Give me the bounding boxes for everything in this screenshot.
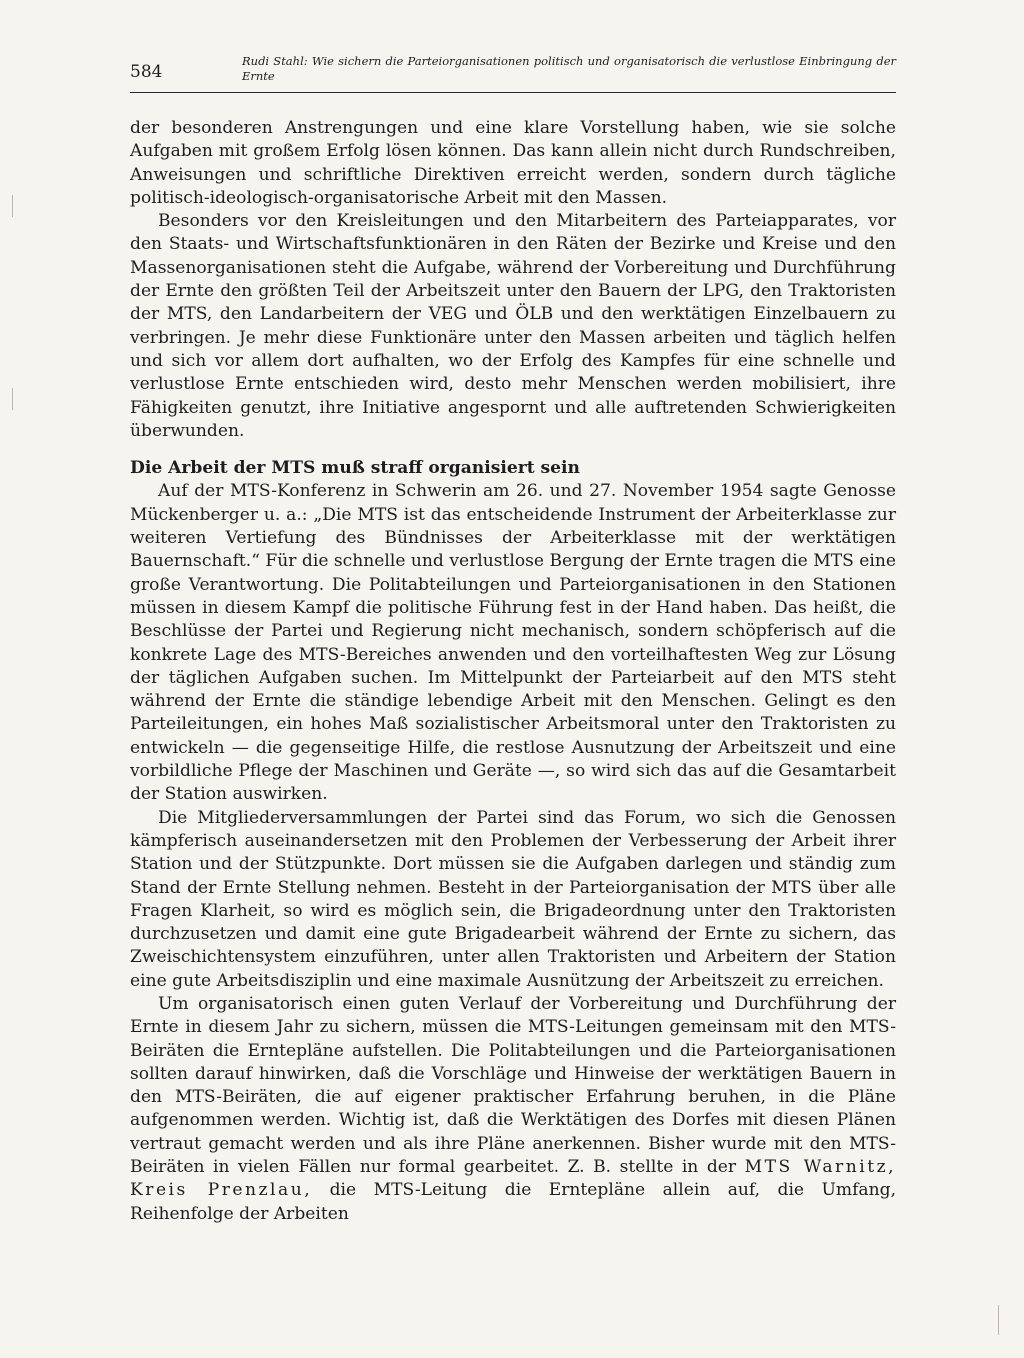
paragraph-text: die MTS-Leitung die Erntepläne allein auf, die Umfang, Reihenfolge der Arbeiten xyxy=(130,1180,897,1224)
paragraph: Besonders vor den Kreisleitungen und den Mitarbeitern des Parteiapparates, vor den Staats- und Wirtschaftsfunktionären in den Räten der Bezirke und Kreise und den Massenorganisationen steht die Aufgabe, während der Vorbereitung und Durchführung der Ernte den größten Teil der Arbeitszeit unter den Bauern der LPG, den Traktoristen der MTS, den Landarbeitern der VEG und ÖLB und den werktätigen Einzelbauern zu verbringen. Je mehr diese Funktionäre unter den Massen arbeiten und täglich helfen und sich vor allem dort aufhalten, wo der Erfolg des Kampfes für eine schnelle und verlustlose Ernte entschieden wird, desto mehr Menschen werden mobilisiert, ihre Fähigkeiten genutzt, ihre Initiative angespornt und alle auftretenden Schwierigkeiten überwunden. xyxy=(130,211,896,441)
paragraph: Auf der MTS-Konferenz in Schwerin am 26. und 27. November 1954 sagte Genosse Mückenberger u. a.: „Die MTS ist das entscheidende Instrument der Arbeiterklasse zur weiteren Vertiefung des Bündnisses der Arbeiterklasse mit der werktätigen Bauernschaft.“ Für die schnelle und verlustlose Bergung der Ernte tragen die MTS eine große Verantwortung. Die Politabteilungen und Parteiorganisationen in den Stationen müssen in diesem Kampf die politische Führung fest in der Hand haben. Das heißt, die Beschlüsse der Partei und Regierung nicht mechanisch, sondern schöpferisch auf die konkrete Lage des MTS-Bereiches anwenden und den vorteilhaftesten Weg zur Lösung der täglichen Aufgaben suchen. Im Mittelpunkt der Parteiarbeit auf den MTS steht während der Ernte die ständige lebendige Arbeit mit den Menschen. Gelingt es den Parteileitungen, ein hohes Maß sozialistischer Arbeitsmoral unter den Traktoristen zu entwickeln — die gegenseitige Hilfe, die restlose Ausnutzung der Arbeitszeit und eine vorbildliche Pflege der Maschinen und Geräte —, so wird sich das auf die Gesamtarbeit der Station auswirken. xyxy=(130,481,896,805)
page-number: 584 xyxy=(130,62,163,82)
page-header xyxy=(130,50,896,93)
paragraph: der besonderen Anstrengungen und eine klare Vorstellung haben, wie sie solche Aufgaben mit großem Erfolg lösen können. Das kann allein nicht durch Rundschreiben, Anweisungen und schriftliche Direktiven erreicht werden, sondern durch tägliche politisch-ideologisch-organisatorische Arbeit mit den Massen. xyxy=(130,118,896,208)
margin-mark xyxy=(998,1305,999,1335)
body-text xyxy=(130,117,896,1226)
running-head: Rudi Stahl: Wie sichern die Parteiorganisationen politisch und organisatorisch die verlustlose Einbringung der Ernte xyxy=(242,54,896,83)
paragraph: Die Mitgliederversammlungen der Partei sind das Forum, wo sich die Genossen kämpferisch auseinandersetzen mit den Problemen der Verbesserung der Arbeit ihrer Station und der Stützpunkte. Dort müssen sie die Aufgaben darlegen und ständig zum Stand der Ernte Stellung nehmen. Besteht in der Parteiorganisation der MTS über alle Fragen Klarheit, so wird es möglich sein, die Brigadeordnung unter den Traktoristen durchzusetzen und damit eine gute Brigadearbeit während der Ernte zu sichern, das Zweischichtensystem einzuführen, unter allen Traktoristen und Arbeitern der Station eine gute Arbeitsdisziplin und eine maximale Ausnützung der Arbeitszeit zu erreichen. xyxy=(130,807,896,991)
paragraph xyxy=(130,993,896,1226)
margin-mark xyxy=(12,195,13,217)
spaced-emphasis: MTS Warnitz, Kreis Prenzlau, xyxy=(130,1157,897,1201)
section-heading: Die Arbeit der MTS muß straff organisiert sein xyxy=(130,458,580,479)
margin-mark xyxy=(12,388,13,410)
paragraph-text: Um organisatorisch einen guten Verlauf der Vorbereitung und Durchführung der Ernte in diesem Jahr zu sichern, müssen die MTS-Leitungen gemeinsam mit den MTS-Beiräten die Erntepläne aufstellen. Die Politabteilungen und die Parteiorganisationen sollten darauf hinwirken, daß die Vorschläge und Hinweise der werktätigen Bauern in den MTS-Beiräten, die auf eigener praktischer Erfahrung beruhen, in die Pläne aufgenommen werden. Wichtig ist, daß die Werktätigen des Dorfes mit diesen Plänen vertraut gemacht werden und als ihre Pläne anerkennen. Bisher wurde mit den MTS-Beiräten in vielen Fällen nur formal gearbeitet. Z. B. stellte in der xyxy=(130,993,896,1178)
document-page xyxy=(130,50,896,1226)
